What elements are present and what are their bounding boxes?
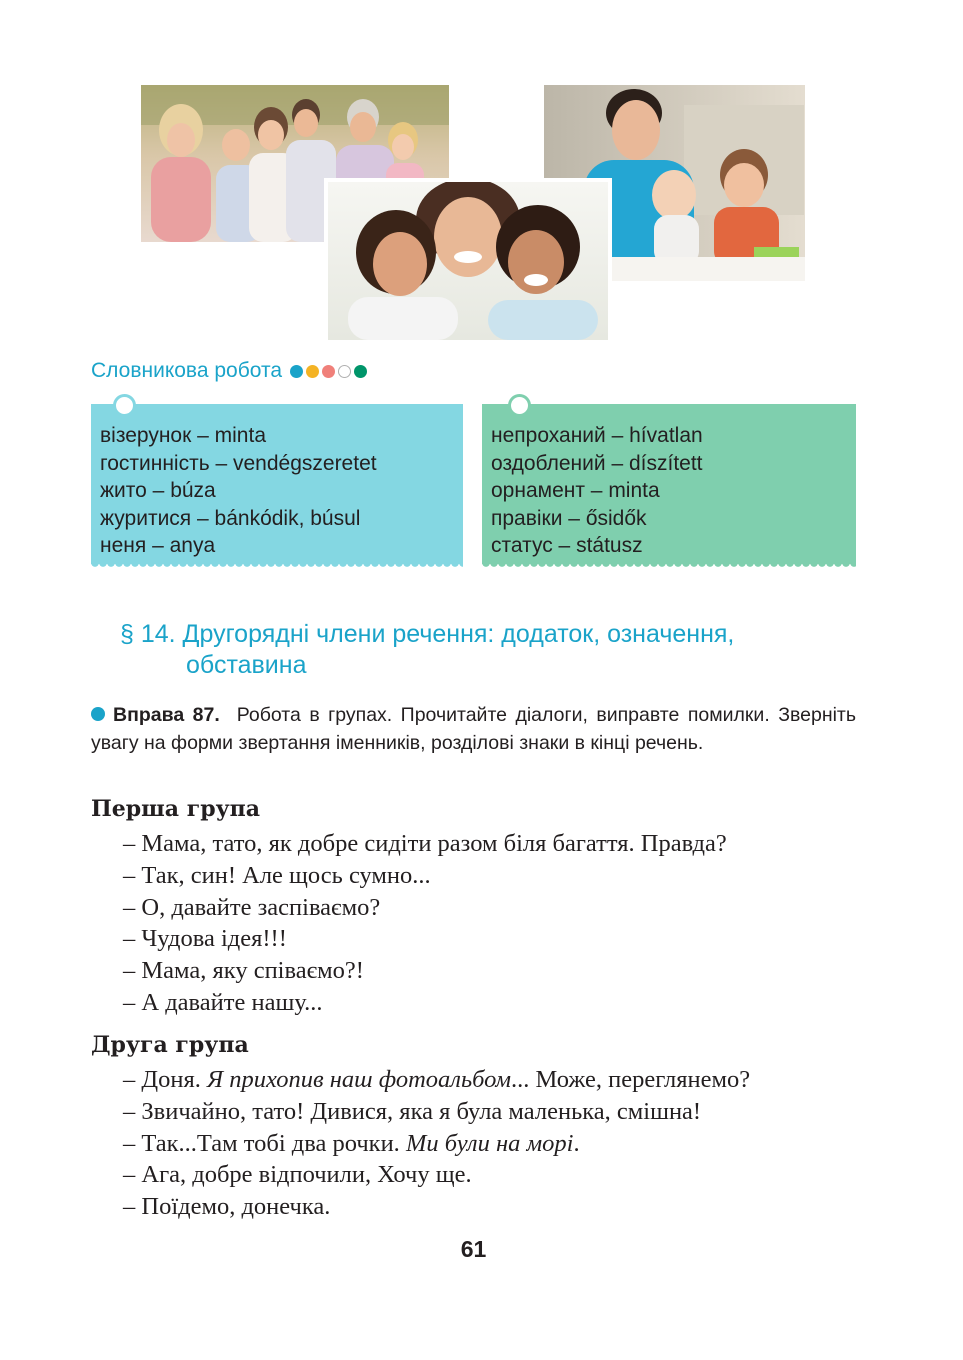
vocab-entry: візерунок – minta xyxy=(100,424,267,447)
dialog-italic-text: Ми були на морі xyxy=(405,1129,574,1157)
dialog-line: – Поїдемо, донечка. xyxy=(123,1193,331,1221)
group2-dialog xyxy=(123,1064,750,1223)
dialog-line: – Чудова ідея!!! xyxy=(123,925,287,953)
vocab-entry: гостинність – vendégszeretet xyxy=(100,451,377,475)
dialog-text: ... Може, переглянемо? xyxy=(511,1066,751,1093)
dialog-text: – Доня. xyxy=(123,1066,207,1093)
group2-title: Друга група xyxy=(91,1032,249,1058)
section-heading xyxy=(120,619,734,681)
dialog-line xyxy=(123,1128,750,1160)
dialog-text: . xyxy=(573,1129,580,1157)
dialog-line: – Мама, тато, як добре сидіти разом біля багаття. Правда? xyxy=(123,830,727,857)
group1-title: Перша група xyxy=(91,796,261,822)
dialog-line: – О, давайте заспіваємо? xyxy=(123,893,381,921)
mother-with-children-photo xyxy=(328,182,608,340)
exercise-text: Робота в групах. Прочитайте діалоги, виправте помилки. Зверніть увагу на форми звертання іменників, розділові знаки в кінці речень. xyxy=(91,704,857,754)
dialog-line: – Мама, яку співаємо?! xyxy=(123,957,364,985)
vocabulary-heading xyxy=(91,359,367,383)
dialog-line: – Так, син! Але щось сумно... xyxy=(123,861,431,889)
dialog-italic-text: Я прихопив наш фотоальбом xyxy=(206,1066,512,1093)
vocab-entry: неня – anya xyxy=(100,534,216,558)
vocab-entry: непроханий – hívatlan xyxy=(491,424,703,447)
exercise-label: Вправа 87. xyxy=(113,704,220,726)
dialog-line: – Звичайно, тато! Дивися, яка я була маленька, смішна! xyxy=(123,1097,702,1125)
exercise-instruction xyxy=(91,702,856,757)
vocab-entry: жито – búza xyxy=(100,479,216,503)
ring-icon xyxy=(508,394,531,417)
vocab-entry: оздоблений – díszített xyxy=(491,451,703,475)
page-number: 61 xyxy=(460,1236,487,1262)
vocab-entry: журитися – bánkódik, búsul xyxy=(100,506,361,530)
vocab-entry: правіки – ősidők xyxy=(491,506,647,530)
dot-pink-icon xyxy=(322,365,335,378)
dot-green-icon xyxy=(354,365,367,378)
dot-yellow-icon xyxy=(306,365,319,378)
vocabulary-title: Словникова робота xyxy=(91,359,283,382)
section-title-line1: § 14. Другорядні члени речення: додаток, означення, xyxy=(120,620,735,648)
group1-dialog xyxy=(123,828,727,1019)
vocab-entry: орнамент – minta xyxy=(491,479,660,503)
vocab-entry: статус – státusz xyxy=(491,534,643,558)
vocabulary-box-right xyxy=(482,404,856,564)
vocabulary-box-left xyxy=(91,404,463,564)
ring-icon xyxy=(113,394,136,417)
section-title-line2: обставина xyxy=(186,651,307,679)
dialog-line xyxy=(123,1064,750,1096)
dot-teal-icon xyxy=(290,365,303,378)
bullet-icon xyxy=(91,707,105,721)
dialog-line: – Ага, добре відпочили, Хочу ще. xyxy=(123,1161,472,1189)
color-dots xyxy=(290,365,367,378)
dialog-text: – Так...Там тобі два рочки. xyxy=(123,1129,406,1157)
dialog-line: – А давайте нашу... xyxy=(123,988,323,1016)
dot-empty-icon xyxy=(338,365,351,378)
